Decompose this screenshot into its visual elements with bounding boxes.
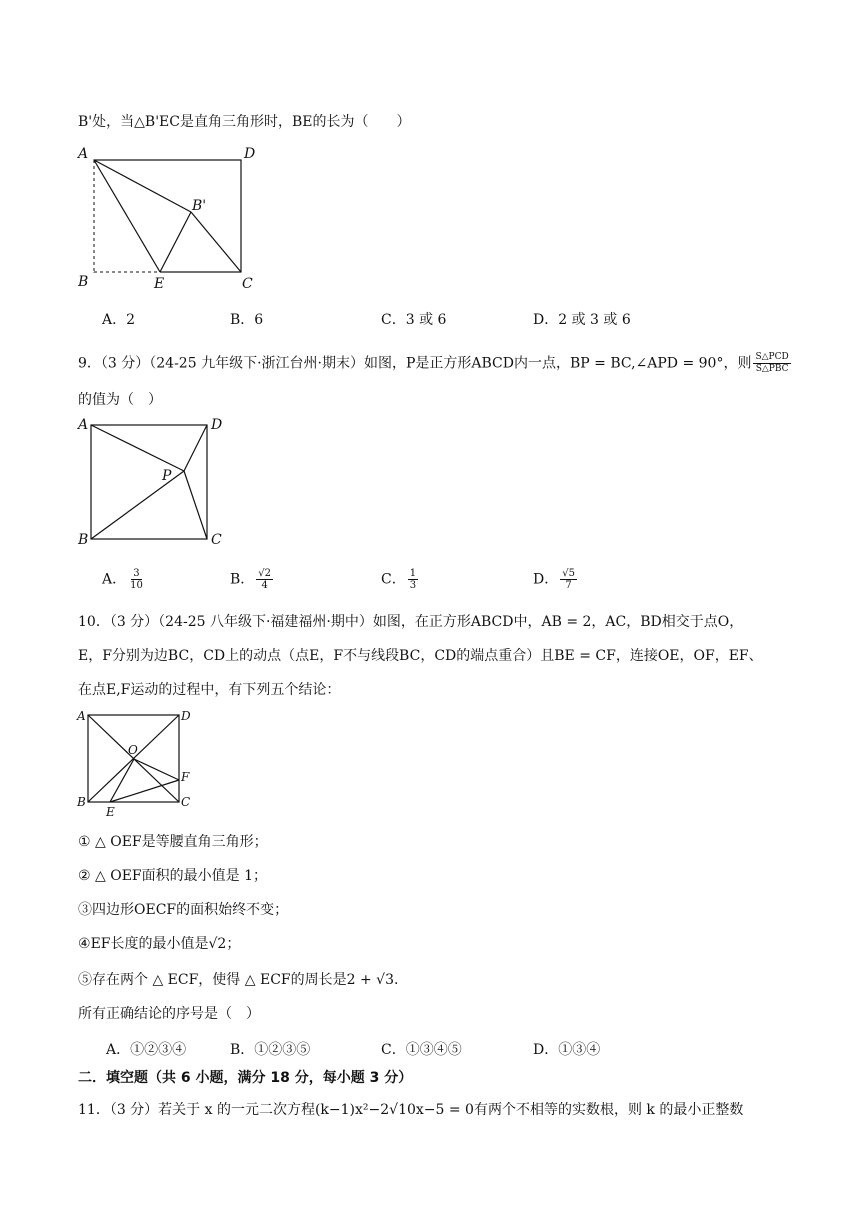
q10-ask: 所有正确结论的序号是（ ） [78, 1006, 260, 1022]
q9-option-b: B． $\frac{√2}{4}$ [230, 568, 272, 591]
q8-label-e: E [154, 276, 165, 292]
q10-label-b: B [77, 795, 86, 809]
q10-label-d: D [181, 709, 191, 723]
q9-label-d: D [211, 417, 223, 433]
q9-stem-text: 9．（3 分）（24-25 九年级下·浙江台州·期末）如图，P是正方形ABCD内一点，BP = BC,∠APD = 90°，则 [78, 355, 752, 372]
q8-option-d: D．2 或 3 或 6 [533, 312, 631, 328]
q10-option-a: A．①②③④ [106, 1042, 187, 1058]
q10-label-o: O [128, 743, 138, 757]
q10-line3: 在点E,F运动的过程中，有下列五个结论： [78, 682, 341, 698]
q8-option-b: B．6 [230, 312, 264, 328]
q9-option-d: D． $\frac{√5}{7}$ [533, 568, 575, 591]
q8-ae [94, 160, 160, 272]
q8-option-c: C．3 或 6 [381, 312, 447, 328]
q8-label-b: B [78, 274, 89, 290]
q10-line1: 10．（3 分）（24-25 八年级下·福建福州·期中）如图，在正方形ABCD中，AB = 2，AC，BD相交于点O， [78, 614, 744, 630]
q9-label-p: P [162, 468, 172, 484]
q9-cp [184, 471, 207, 539]
q10-label-e: E [106, 805, 115, 819]
q10-label-f: F [181, 770, 190, 784]
q10-line2: E，F分别为边BC，CD上的动点（点E，F不与线段BC，CD的端点重合）且BE = CF，连接OE，OF，EF、 [78, 648, 763, 664]
q8-figure [74, 144, 274, 294]
q9-frac-num: S△PCD [755, 352, 789, 362]
q10-statement-5: ⑤存在两个 △ ECF，使得 △ ECF的周长是2 + √3. [78, 972, 399, 988]
q8-rect [94, 160, 241, 272]
q8-stem-tail: B'处，当△B'EC是直角三角形时，BE的长为（ ） [78, 114, 411, 130]
q10-option-d: D．①③④ [533, 1042, 601, 1058]
q9-square [91, 425, 207, 539]
section-2-heading: 二．填空题（共 6 小题，满分 18 分，每小题 3 分） [78, 1070, 413, 1086]
q10-label-a: A [77, 709, 86, 723]
q10-label-c: C [181, 795, 191, 809]
q8-label-d: D [244, 146, 256, 162]
q9-stem [78, 352, 793, 375]
q9-option-a: A． $\frac{3}{10}$ [102, 568, 143, 591]
q10-statement-1: ① △ OEF是等腰直角三角形； [78, 834, 268, 850]
q9-frac-den: S△PBC [755, 364, 789, 374]
q8-b2c [191, 212, 241, 272]
q10-option-b: B．①②③⑤ [230, 1042, 311, 1058]
q9-figure [74, 414, 234, 554]
q10-of [134, 759, 179, 780]
q8-label-a: A [78, 146, 89, 162]
q10-figure [74, 706, 204, 822]
q9-dp [184, 425, 207, 471]
q8-label-b2: B' [192, 198, 207, 214]
q10-option-c: C．①③④⑤ [381, 1042, 462, 1058]
q10-statement-2: ② △ OEF面积的最小值是 1； [78, 868, 268, 884]
q9-ap [91, 425, 184, 471]
q9-label-a: A [78, 417, 89, 433]
q9-ratio-fraction [753, 352, 790, 375]
q8-b2e [160, 212, 191, 272]
q9-stem-end: 的值为（ ） [78, 392, 162, 408]
q11-stem: 11．（3 分）若关于 x 的一元二次方程(k−1)x²−2√10x−5 = 0有两个不相等的实数根，则 k 的最小正整数 [78, 1102, 744, 1118]
q8-option-a: A．2 [102, 312, 136, 328]
q9-label-b: B [78, 532, 89, 548]
q10-statement-4: ④EF长度的最小值是√2； [78, 936, 241, 952]
q9-label-c: C [211, 532, 222, 548]
q8-label-c: C [242, 276, 253, 292]
q8-ab2 [94, 160, 191, 212]
q9-option-c: C． $\frac{1}{3}$ [381, 568, 417, 591]
q10-statement-3: ③四边形OECF的面积始终不变； [78, 902, 289, 918]
